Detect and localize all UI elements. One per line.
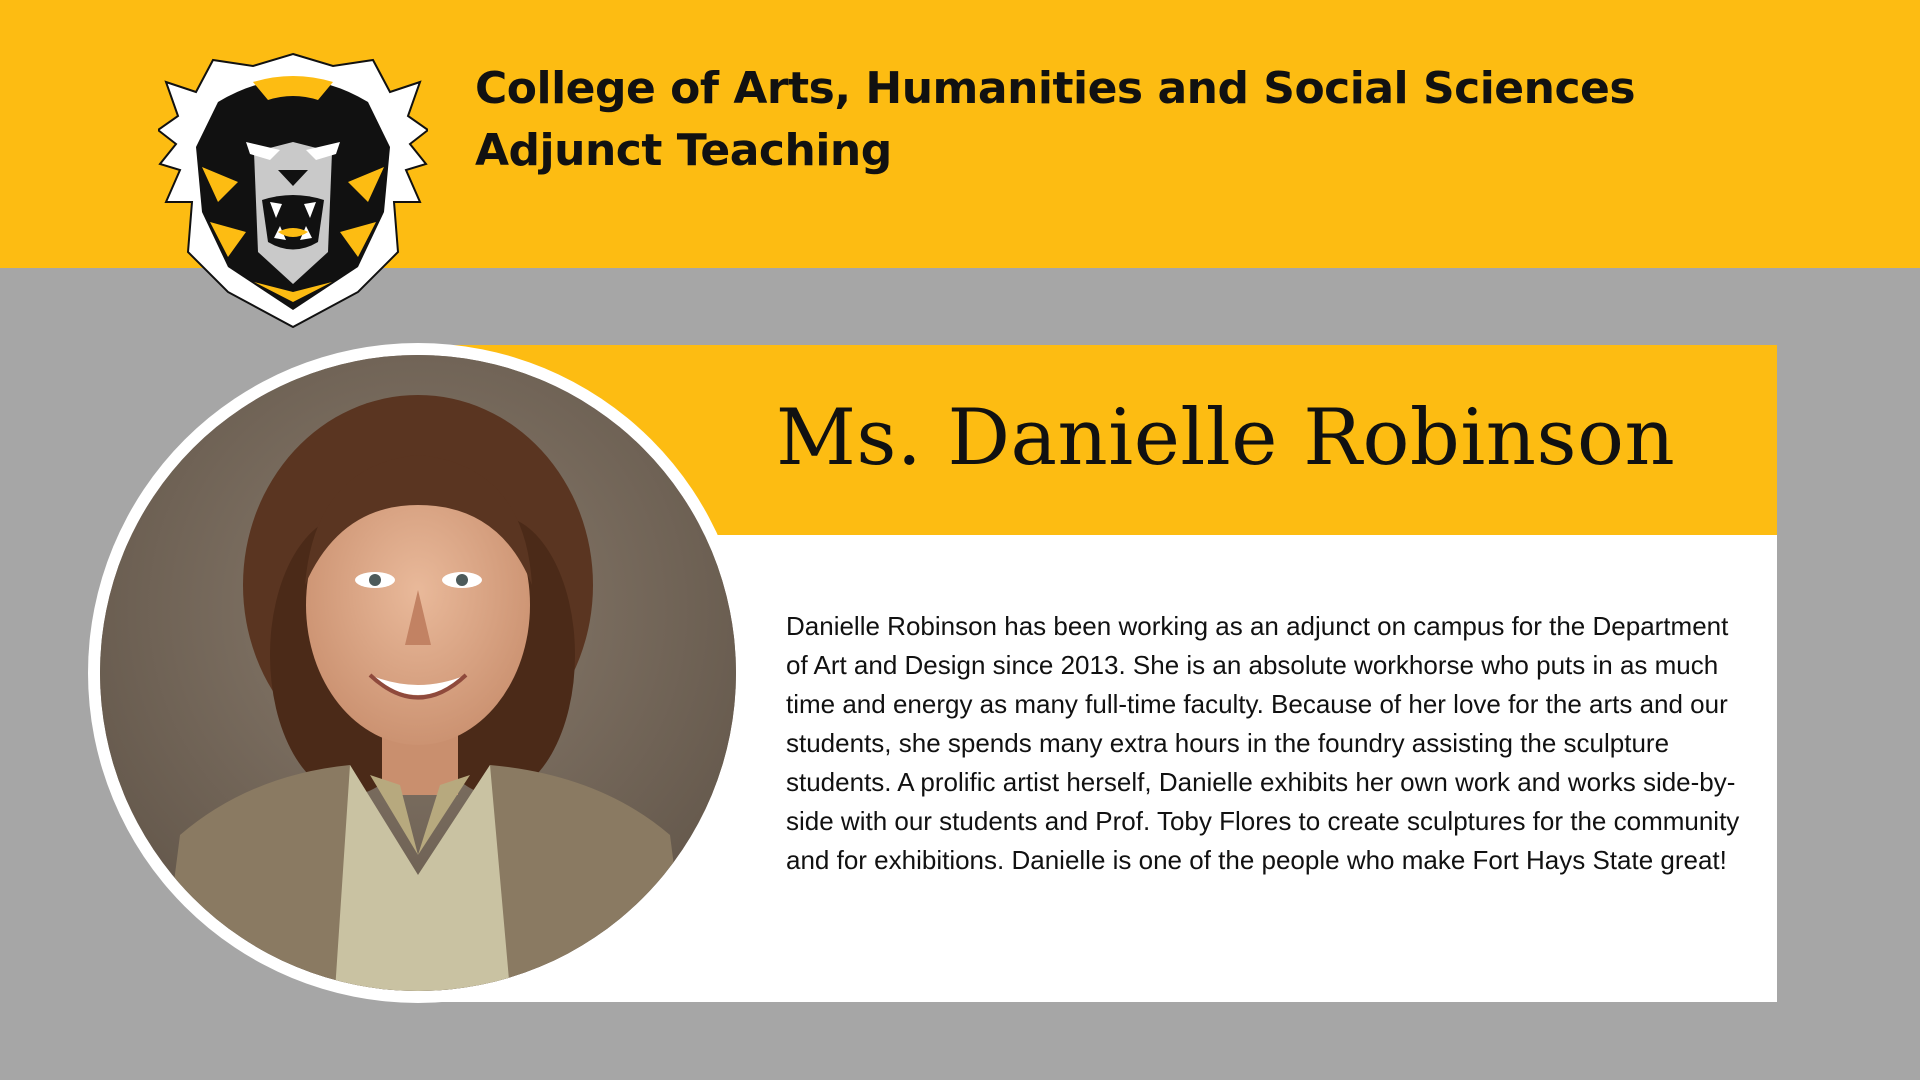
- college-name: College of Arts, Humanities and Social Sciences: [475, 63, 1636, 114]
- page-subtitle: Adjunct Teaching: [475, 125, 892, 176]
- profile-bio: Danielle Robinson has been working as an adjunct on campus for the Department of Art and Design since 2013. She is an absolute workhorse who puts in as much time and energy as many full-time faculty. Because of her love for the arts and our students, she spends many extra hours in the foundry assisting the sculpture students. A prolific artist herself, Danielle exhibits her own work and works side-by-side with our students and Prof. Toby Flores to create sculptures for the community and for exhibitions. Danielle is one of the people who make Fort Hays State great!: [786, 611, 1740, 875]
- profile-photo: [100, 355, 736, 991]
- tiger-head-mascot-icon: [158, 52, 428, 328]
- header-title: [475, 58, 1635, 182]
- profile-name: Ms. Danielle Robinson: [776, 393, 1676, 483]
